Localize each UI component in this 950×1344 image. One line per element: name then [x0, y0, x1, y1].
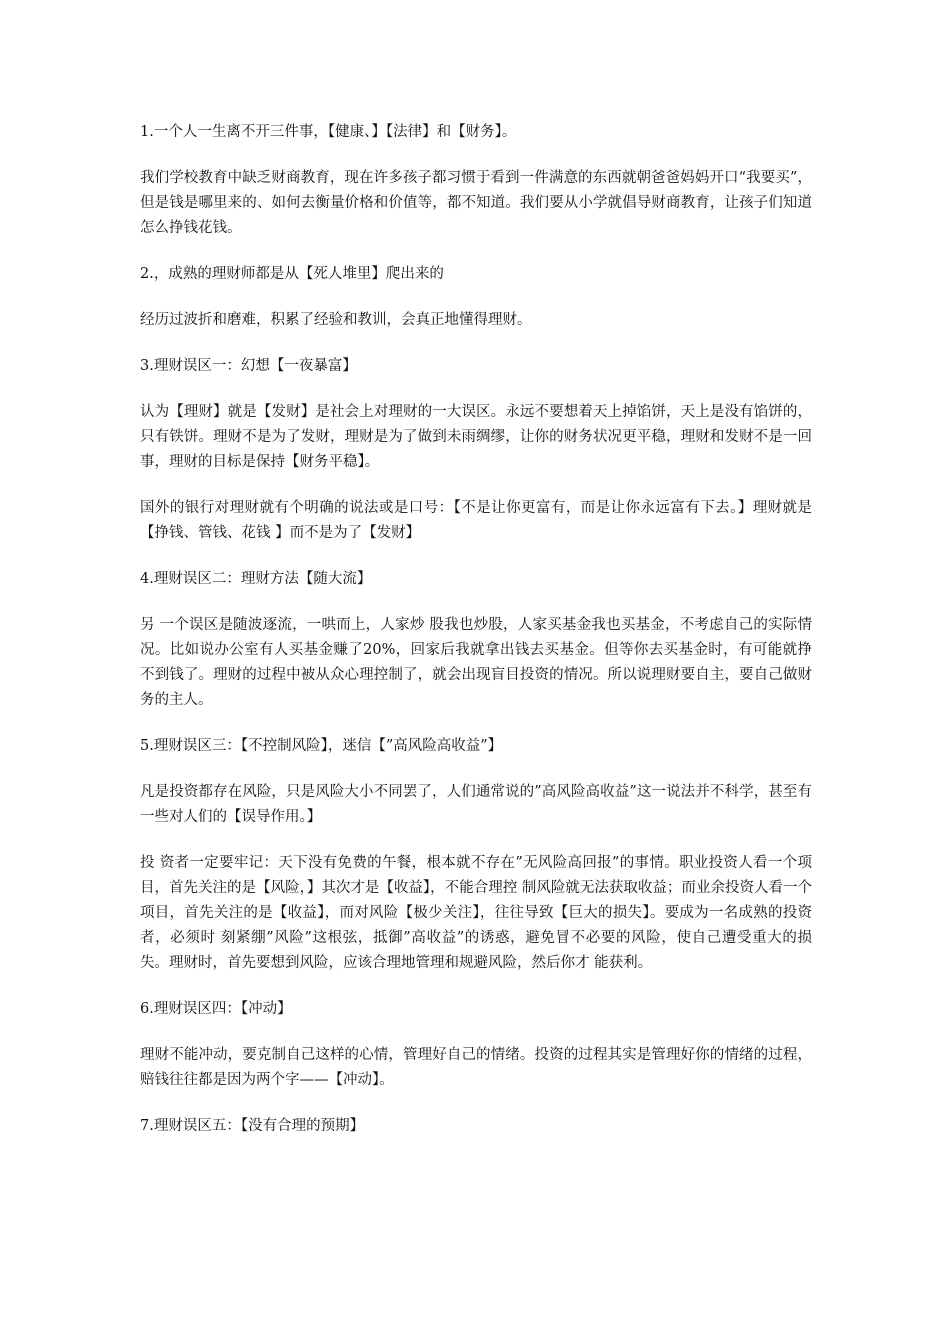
paragraph-misconception-two: 另 一个误区是随波逐流，一哄而上，人家炒 股我也炒股，人家买基金我也买基金，不考虑自己的实际情况。比如说办公室有人买基金赚了20%，回家后我就拿出钱去买基金。但等你去买基金时，有可能就挣 不到钱了。理财的过程中被从众心理控制了，就会出现盲目投资的情况。所以说理财要自主，要自己做财务的主人。 — [140, 617, 812, 708]
section-heading-7: 7.理财误区五：【没有合理的预期】 — [140, 1118, 365, 1134]
paragraph-risk-detail: 投 资者一定要牢记：天下没有免费的午餐，根本就不存在”无风险高回报”的事情。职业投资人看一个项目，首先关注的是【风险，】其次才是【收益】，不能合理控 制风险就无法获取收益；而业余投资人看一个项目，首先关注的是【收益】，而对风险【极少关注】，往往导致【巨大的损失】。要成为一名成熟的投资者，必须时 刻紧绷”风险”这根弦，抵御”高收益”的诱惑，避免冒不必要的风险，使自己遭受重大的损失。理财时，首先要想到风险，应该合理地管理和规避风险，然后你才 能获利。 — [140, 855, 812, 971]
section-heading-3: 3.理财误区一：幻想【一夜暴富】 — [140, 358, 357, 374]
section-heading-6: 6.理财误区四：【冲动】 — [140, 1001, 292, 1017]
section-heading-4: 4.理财误区二：理财方法【随大流】 — [140, 571, 372, 587]
paragraph-impulse: 理财不能冲动，要克制自己这样的心情，管理好自己的情绪。投资的过程其实是管理好你的情绪的过程，赔钱往往都是因为两个字——【冲动】。 — [140, 1047, 812, 1088]
section-heading-2: 2.，成熟的理财师都是从【死人堆里】爬出来的 — [140, 266, 444, 282]
document-page — [140, 120, 812, 1160]
paragraph-risk-intro: 凡是投资都存在风险，只是风险大小不同罢了，人们通常说的”高风险高收益”这一说法并不科学，甚至有一些对人们的【误导作用。】 — [140, 784, 812, 825]
section-heading-1: 1.一个人一生离不开三件事，【健康、】【法律】和【财务】。 — [140, 124, 517, 140]
section-heading-5: 5.理财误区三：【不控制风险】，迷信【”高风险高收益”】 — [140, 738, 503, 754]
paragraph-misconception-one: 认为【理财】就是【发财】是社会上对理财的一大误区。永远不要想着天上掉馅饼，天上是没有馅饼的，只有铁饼。理财不是为了发财，理财是为了做到未雨绸缪，让你的财务状况更平稳，理财和发财不是一回事，理财的目标是保持【财务平稳】。 — [140, 404, 812, 470]
paragraph-foreign-bank-slogan: 国外的银行对理财就有个明确的说法或是口号：【不是让你更富有，而是让你永远富有下去。】理财就是【挣钱、管钱、花钱 】而不是为了【发财】 — [140, 500, 812, 541]
paragraph-finance-education: 我们学校教育中缺乏财商教育，现在许多孩子都习惯于看到一件满意的东西就朝爸爸妈妈开口“我要买”，但是钱是哪里来的、如何去衡量价格和价值等，都不知道。我们要从小学就倡导财商教育，让孩子们知道怎么挣钱花钱。 — [140, 170, 812, 236]
paragraph-experience: 经历过波折和磨难，积累了经验和教训，会真正地懂得理财。 — [140, 312, 532, 328]
